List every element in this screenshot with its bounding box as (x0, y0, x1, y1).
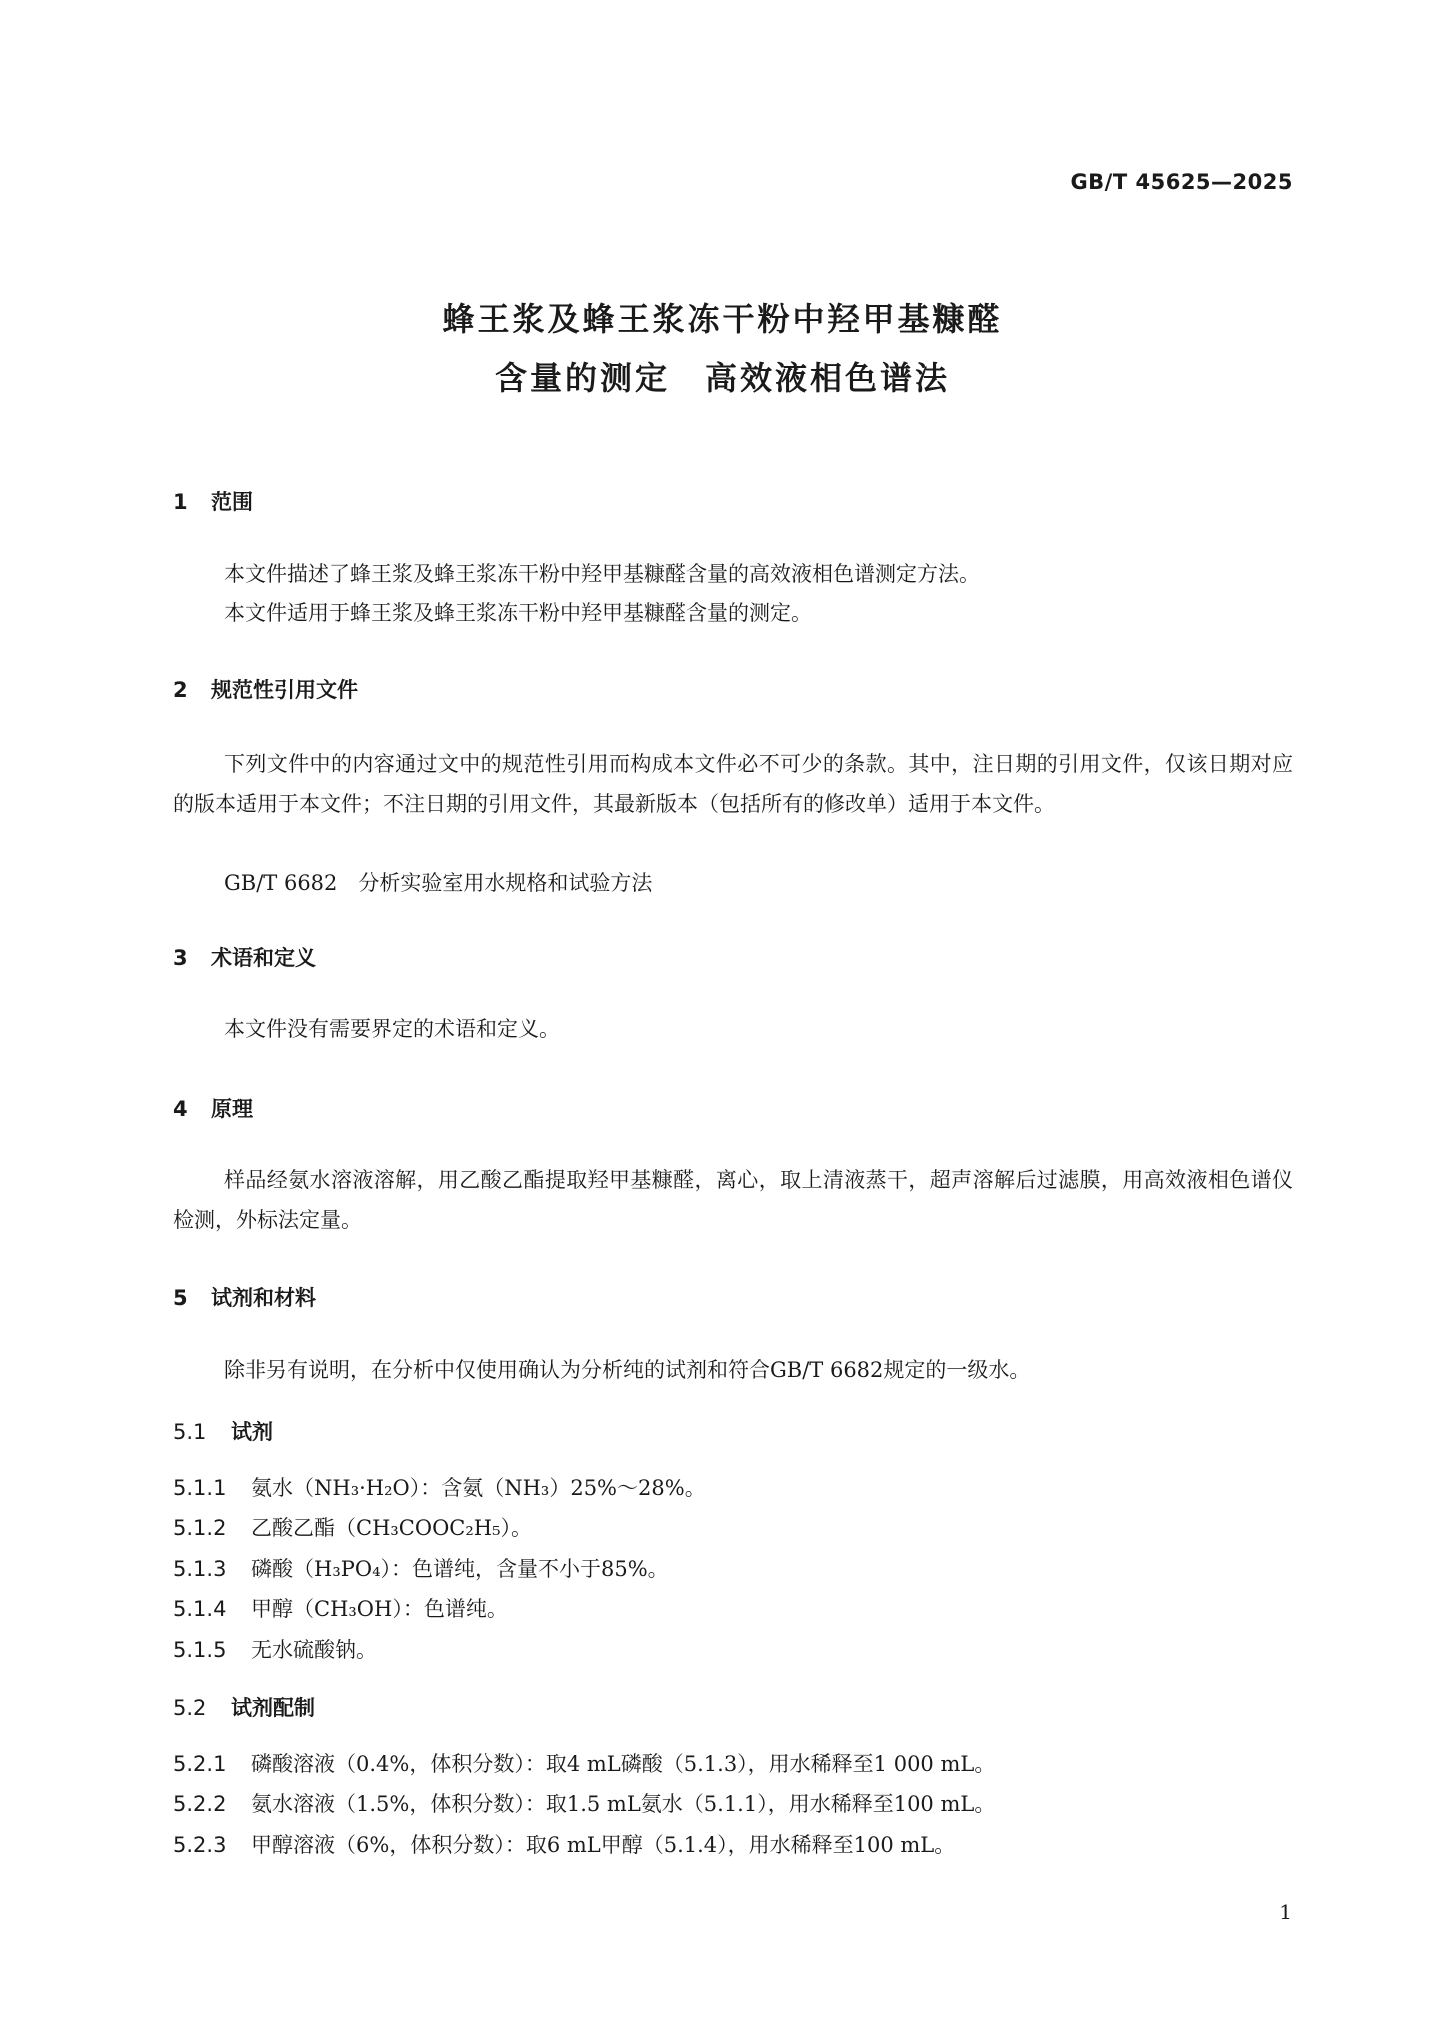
list-item-5-1-4 (173, 1593, 508, 1623)
section-number: 1 (173, 490, 188, 514)
item-number: 5.1.2 (173, 1516, 227, 1540)
item-number: 5.1.5 (173, 1638, 227, 1662)
subsection-number: 5.1 (173, 1420, 207, 1444)
subsection-number: 5.2 (173, 1696, 207, 1720)
section-4-heading (173, 1093, 253, 1123)
item-text: 磷酸溶液（0.4%，体积分数）：取4 mL磷酸（5.1.3），用水稀释至1 000 mL。 (251, 1752, 996, 1776)
subsection-title: 试剂配制 (231, 1696, 315, 1720)
item-text: 甲醇溶液（6%，体积分数）：取6 mL甲醇（5.1.4），用水稀释至100 mL。 (251, 1833, 956, 1857)
list-item-5-1-5 (173, 1634, 377, 1664)
list-item-5-2-3 (173, 1829, 955, 1859)
section-3-heading (173, 942, 316, 972)
item-number: 5.2.1 (173, 1752, 227, 1776)
item-text: 甲醇（CH₃OH）：色谱纯。 (251, 1597, 508, 1621)
item-number: 5.1.1 (173, 1476, 227, 1500)
document-title-line1: 蜂王浆及蜂王浆冻干粉中羟甲基糠醛 (442, 300, 1003, 338)
section-1-heading (173, 486, 253, 516)
section-title: 术语和定义 (211, 946, 316, 970)
list-item-5-2-2 (173, 1788, 995, 1818)
item-number: 5.1.4 (173, 1597, 227, 1621)
document-title-line2: 含量的测定 高效液相色谱法 (494, 359, 950, 397)
item-text: 无水硫酸钠。 (251, 1638, 377, 1662)
item-number: 5.1.3 (173, 1557, 227, 1581)
section-title: 原理 (211, 1097, 253, 1121)
item-number: 5.2.2 (173, 1792, 227, 1816)
section-5-paragraph-1: 除非另有说明，在分析中仅使用确认为分析纯的试剂和符合GB/T 6682规定的一级水。 (224, 1358, 1031, 1382)
section-4-paragraph-1: 样品经氨水溶液溶解，用乙酸乙酯提取羟甲基糠醛，离心，取上清液蒸干，超声溶解后过滤膜，用高效液相色谱仪检测，外标法定量。 (173, 1168, 1293, 1232)
item-number: 5.2.3 (173, 1833, 227, 1857)
item-text: 氨水溶液（1.5%，体积分数）：取1.5 mL氨水（5.1.1），用水稀释至100 mL。 (251, 1792, 996, 1816)
subsection-title: 试剂 (231, 1420, 273, 1444)
section-number: 5 (173, 1286, 188, 1310)
item-text: 磷酸（H₃PO₄）：色谱纯，含量不小于85%。 (251, 1557, 669, 1581)
section-1-paragraph-2: 本文件适用于蜂王浆及蜂王浆冻干粉中羟甲基糠醛含量的测定。 (224, 601, 812, 625)
section-title: 范围 (211, 490, 253, 514)
section-3-paragraph-1: 本文件没有需要界定的术语和定义。 (224, 1017, 560, 1041)
section-2-paragraph-1: 下列文件中的内容通过文中的规范性引用而构成本文件必不可少的条款。其中，注日期的引用文件，仅该日期对应的版本适用于本文件；不注日期的引用文件，其最新版本（包括所有的修改单）适用于本文件。 (173, 752, 1293, 816)
normative-reference: GB/T 6682 分析实验室用水规格和试验方法 (224, 871, 653, 895)
section-5-heading (173, 1282, 316, 1312)
section-number: 4 (173, 1097, 188, 1121)
section-5-1-heading (173, 1416, 273, 1446)
list-item-5-1-2 (173, 1512, 532, 1542)
section-number: 2 (173, 678, 188, 702)
section-number: 3 (173, 946, 188, 970)
standard-code: GB/T 45625—2025 (1070, 170, 1293, 194)
list-item-5-1-1 (173, 1472, 706, 1502)
section-5-2-heading (173, 1692, 315, 1722)
item-text: 氨水（NH₃·H₂O）：含氨（NH₃）25%～28%。 (251, 1476, 706, 1500)
page-number: 1 (1279, 1900, 1292, 1924)
list-item-5-2-1 (173, 1748, 995, 1778)
item-text: 乙酸乙酯（CH₃COOC₂H₅）。 (251, 1516, 533, 1540)
section-title: 规范性引用文件 (211, 678, 358, 702)
list-item-5-1-3 (173, 1553, 669, 1583)
section-title: 试剂和材料 (211, 1286, 316, 1310)
section-2-heading (173, 674, 358, 704)
section-1-paragraph-1: 本文件描述了蜂王浆及蜂王浆冻干粉中羟甲基糠醛含量的高效液相色谱测定方法。 (224, 562, 980, 586)
